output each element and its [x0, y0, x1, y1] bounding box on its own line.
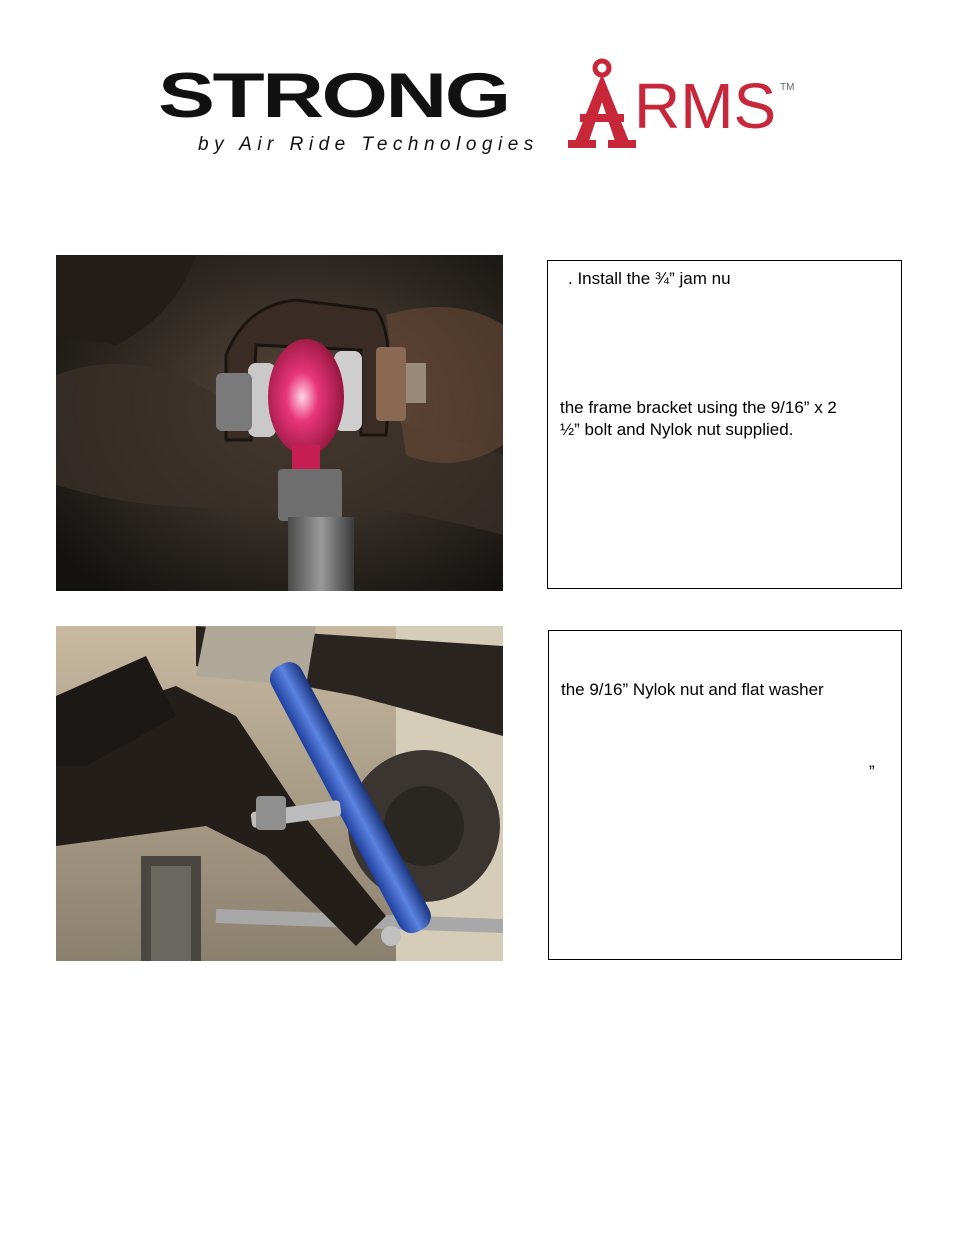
step-1-line-1: . Install the ¾” jam nu	[568, 269, 731, 288]
step-1-line-3: ½” bolt and Nylok nut supplied.	[560, 420, 794, 439]
logo-wordmark-strong: STRONG	[158, 60, 509, 131]
step-2-line-1: the 9/16” Nylok nut and flat washer	[561, 680, 824, 699]
step-2-quote-mark: ”	[869, 762, 875, 781]
photo-shock-trailing-arm	[56, 626, 503, 961]
logo-tagline: by Air Ride Technologies	[198, 134, 539, 155]
logo-trademark: TM	[780, 82, 795, 93]
logo-wordmark-rms: RMS	[634, 70, 777, 142]
step-2-instruction-box	[548, 630, 902, 960]
logo-arms-mark	[566, 58, 798, 150]
photo-rod-end-bracket	[56, 255, 503, 591]
step-1-instruction-box	[547, 260, 902, 589]
step-1-line-2: the frame bracket using the 9/16” x 2	[560, 398, 837, 417]
strongarms-logo	[158, 58, 798, 160]
